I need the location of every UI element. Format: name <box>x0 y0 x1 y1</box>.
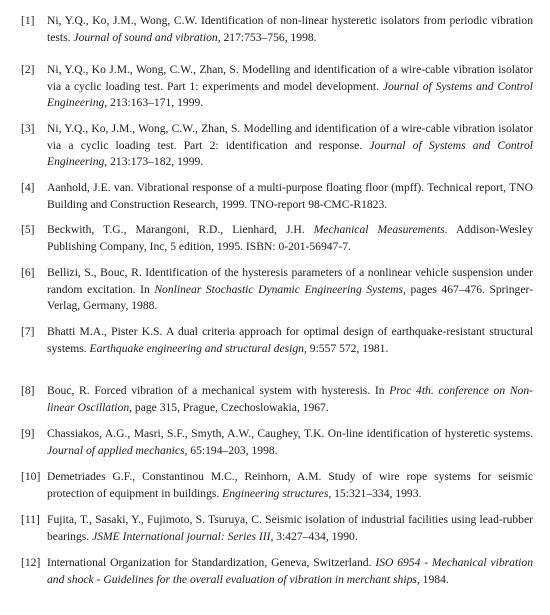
reference-details: 1984. <box>419 572 449 586</box>
reference-text <box>47 121 533 171</box>
reference-source: Journal of sound and vibration, <box>73 30 221 44</box>
reference-entry <box>21 180 533 213</box>
reference-number: [11] <box>21 513 40 526</box>
reference-number: [4] <box>21 181 35 194</box>
reference-text <box>47 13 533 46</box>
reference-citation: Fujita, T., Sasaki, Y., Fujimoto, S. Tsuruya, C. Seismic isolation of industrial facilities using lead-rubber bearings. <box>47 513 533 543</box>
reference-citation: Aanhold, J.E. van. Vibrational response of a multi-purpose floating floor (mpff). Technical report, TNO Building and Construction Research, 1999. TNO-report 98-CMC-R1823. <box>47 181 533 211</box>
reference-text <box>47 62 533 112</box>
reference-number: [6] <box>21 266 35 279</box>
reference-number: [10] <box>21 470 41 483</box>
reference-entry <box>21 426 533 459</box>
reference-details: pages 467–476. Springer-Verlag, Germany, 1988. <box>47 282 533 313</box>
reference-source: Journal of applied mechanics, <box>47 443 188 457</box>
reference-entry <box>21 512 533 545</box>
reference-source: ISO 6954 - Mechanical vibration and shock - Guidelines for the overall evaluation of vibration in merchant ships, <box>47 556 533 586</box>
reference-details: Addison-Wesley Publishing Company, Inc, 5 edition, 1995. ISBN: 0-201-56947-7. <box>47 223 534 253</box>
reference-number: [2] <box>21 63 35 76</box>
reference-source: JSME International journal: Series III, <box>92 529 274 543</box>
reference-source: Earthquake engineering and structural design, <box>89 341 307 355</box>
reference-source: Journal of Systems and Control Engineering, <box>47 79 534 110</box>
reference-entry <box>21 469 533 502</box>
reference-details: 3:427–434, 1990. <box>273 529 358 543</box>
reference-source: Engineering structures, <box>222 486 332 500</box>
reference-number: [3] <box>21 122 35 135</box>
reference-citation: Bellizi, S., Bouc, R. Identification of the hysteresis parameters of a nonlinear vehicle suspension under random excitation. In <box>47 266 533 296</box>
reference-citation: Bouc, R. Forced vibration of a mechanical system with hysteresis. In <box>47 384 390 397</box>
reference-entry <box>21 62 533 112</box>
reference-citation: Ni, Y.Q., Ko, J.M., Wong, C.W. Identification of non-linear hysteretic isolators from periodic vibration tests. <box>47 14 533 44</box>
reference-citation: Demetriades G.F., Constantinou M.C., Reinhorn, A.M. Study of wire rope systems for seismic protection of equipment in buildings. <box>47 470 533 500</box>
reference-citation: International Organization for Standardization, Geneva, Switzerland. <box>47 556 376 569</box>
reference-details: 9:557 572, 1981. <box>306 341 389 355</box>
reference-text <box>47 426 533 459</box>
reference-source: Journal of Systems and Control Engineering, <box>47 138 534 169</box>
reference-text <box>47 180 533 213</box>
reference-text <box>47 383 533 416</box>
reference-number: [5] <box>21 223 35 236</box>
reference-entry <box>21 324 533 357</box>
reference-source: Mechanical Measurements. <box>313 223 448 236</box>
reference-entry <box>21 222 533 255</box>
reference-details: 213:173–182, 1999. <box>107 155 204 169</box>
reference-number: [8] <box>21 384 35 397</box>
reference-citation: Bhatti M.A., Pister K.S. A dual criteria approach for optimal design of earthquake-resistant structural systems. <box>47 325 533 355</box>
reference-entry <box>21 13 533 46</box>
reference-text <box>47 265 533 315</box>
reference-text <box>47 324 533 357</box>
reference-text <box>47 222 533 255</box>
reference-details: 65:194–203, 1998. <box>187 443 278 457</box>
reference-text <box>47 469 533 502</box>
reference-details: 15:321–334, 1993. <box>331 486 422 500</box>
reference-entry <box>21 265 533 315</box>
reference-number: [9] <box>21 427 35 440</box>
reference-citation: Ni, Y.Q., Ko J.M., Wong, C.W., Zhan, S. Modelling and identification of a wire-cable vibration isolator via a cyclic loading test. Part 1: experiments and model development. <box>47 63 533 93</box>
reference-number: [7] <box>21 325 35 338</box>
reference-text <box>47 555 533 588</box>
reference-entry <box>21 121 533 171</box>
reference-number: [12] <box>21 556 41 569</box>
reference-source: Nonlinear Stochastic Dynamic Engineering Systems, <box>154 282 406 296</box>
reference-text <box>47 512 533 545</box>
reference-citation: Ni, Y.Q., Ko, J.M., Wong, C.W., Zhan, S. Modelling and identification of a wire-cable vibration isolator via a cyclic loading test. Part 2: identification and response. <box>47 122 533 152</box>
reference-number: [1] <box>21 14 35 27</box>
reference-entry <box>21 383 533 416</box>
reference-details: 217:753–756, 1998. <box>220 30 317 44</box>
reference-details: page 315, Prague, Czechoslowakia, 1967. <box>132 400 329 414</box>
reference-details: 213:163–171, 1999. <box>107 96 204 110</box>
reference-citation: Beckwith, T.G., Marangoni, R.D., Lienhard, J.H. <box>47 223 314 236</box>
reference-citation: Chassiakos, A.G., Masri, S.F., Smyth, A.W., Caughey, T.K. On-line identification of hysteretic systems. <box>47 427 533 440</box>
reference-entry <box>21 555 533 588</box>
reference-source: Proc 4th. conference on Non-linear Oscillation, <box>47 384 534 414</box>
